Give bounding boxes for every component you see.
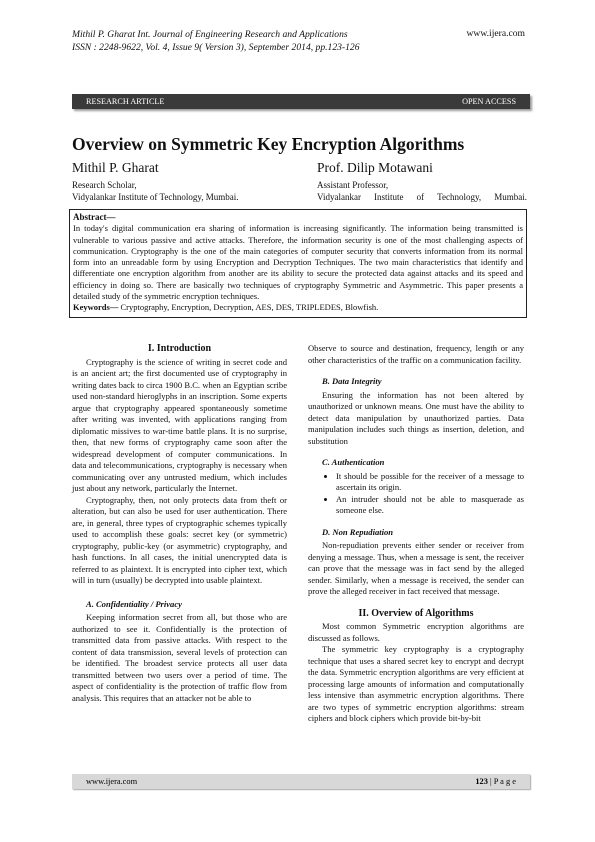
author-institute: Vidyalankar Institute of Technology, Mumbai. — [72, 192, 239, 202]
author-role: Research Scholar, — [72, 180, 137, 190]
non-repudiation-paragraph: Non-repudiation prevents either sender or receiver from denying a message. Thus, when a message is sent, the receiver can prove that the message was in fact send by the alleged sender. Similarly, when a message is received, the sender can prove the alleged receiver in fact received that message. — [308, 540, 524, 596]
abstract-label: Abstract— — [73, 212, 116, 222]
intro-paragraph-2: Cryptography, then, not only protects data from theft or alteration, but can also be used for user authentication. There are, in general, three types of cryptographic schemes typically used to accomplish these goals: secret key (or symmetric) cryptography, public-key (or asymmetric) cryptography, and hash functions. In all cases, the initial unencrypted data is referred to as plaintext. It is encrypted into cipher text, which will in turn (usually) be decrypted into usable plaintext. — [72, 494, 287, 585]
section-heading-overview: II. Overview of Algorithms — [358, 607, 474, 619]
subsection-heading-non-repudiation: D. Non Repudiation — [322, 526, 394, 537]
overview-paragraph-2: The symmetric key cryptography is a cryptography technique that uses a shared secret key to encrypt and decrypt the data. Symmetric encryption algorithms are very efficient at processing large amounts of information and computationally less intensive than asymmetric encryption algorithms. There are two types of symmetric encryption algorithms: stream ciphers and block ciphers which provide bit-by-bit — [308, 644, 524, 723]
section-heading-introduction: I. Introduction — [147, 343, 212, 354]
overview-paragraph-1: Most common Symmetric encryption algorithms are discussed as follows. — [308, 621, 524, 643]
page-number: 123 — [475, 777, 488, 786]
subsection-heading-data-integrity: B. Data Integrity — [322, 376, 382, 386]
authentication-bullet-list — [308, 471, 524, 517]
intro-paragraph-1: Cryptography is the science of writing in secret code and is an ancient art; the first documented use of cryptography in writing dates back to circa 1900 B.C. when an Egyptian scribe used non-standard hieroglyphs in an inscription. Some experts argue that cryptography appeared spontaneously sometime after writing was invented, with applications ranging from diplomatic missives to war-time battle plans. It is no surprise, then, that new forms of cryptography came soon after the widespread development of computer communications. In data and telecommunications, cryptography is necessary when communicating over any untrusted medium, which includes just about any network, particularly the Internet. — [72, 356, 287, 493]
article-type-banner — [72, 94, 530, 109]
author-name: Mithil P. Gharat — [72, 160, 159, 175]
keywords-label: Keywords— — [73, 302, 119, 313]
keywords-line — [73, 302, 523, 313]
journal-citation-line2: ISSN : 2248-9622, Vol. 4, Issue 9( Version 3), September 2014, pp.123-126 — [72, 42, 360, 53]
subsection-heading-confidentiality: A. Confidentiality / Privacy — [86, 598, 182, 609]
continued-paragraph: Observe to source and destination, frequency, length or any other characteristics of the traffic on a communication facility. — [308, 343, 524, 365]
journal-citation-line1: Mithil P. Gharat Int. Journal of Engineering Research and Applications — [72, 29, 348, 40]
keywords-text: Cryptography, Encryption, Decryption, AES, DES, TRIPLEDES, Blowfish. — [118, 302, 379, 313]
header-website-link[interactable]: www.ijera.com — [466, 28, 525, 39]
confidentiality-paragraph: Keeping information secret from all, but those who are authorized to see it. Confidentially is the protection of transmitted data from passive attacks. With respect to the content of data transmission, several levels of protection can be identified. The broadest service protects all user data transmitted between two users over a period of time. The aspect of confidentiality is the protection of traffic flow from analysis. This requires that an attacker not be able to — [72, 612, 287, 703]
author-institute: Vidyalankar Institute of Technology, Mumbai. — [317, 192, 527, 202]
page-label: | P a g e — [487, 777, 516, 786]
paper-title: Overview on Symmetric Key Encryption Algorithms — [72, 134, 465, 154]
open-access-label: OPEN ACCESS — [462, 97, 516, 106]
author-block-2 — [317, 160, 527, 203]
page-footer — [72, 774, 530, 789]
page-number-label — [475, 777, 516, 786]
journal-header — [72, 28, 360, 54]
research-article-label: RESEARCH ARTICLE — [86, 97, 165, 106]
subsection-heading-authentication: C. Authentication — [322, 457, 385, 467]
list-item: • It should be possible for the receiver of a message to ascertain its origin. — [336, 471, 524, 494]
right-column — [308, 343, 524, 725]
author-role: Assistant Professor, — [317, 180, 389, 190]
data-integrity-paragraph: Ensuring the information has not been altered by unauthorized or unknown means. One must have the ability to detect data manipulation by unauthorized parties. Data manipulation includes such things as insertion, deletion, and substitution — [308, 389, 524, 446]
list-item: • An intruder should not be able to masquerade as someone else. — [336, 494, 524, 517]
author-name: Prof. Dilip Motawani — [317, 160, 433, 175]
author-block-1 — [72, 160, 292, 203]
abstract-text: In today's digital communication era sharing of information is increasing significantly. The information being transmitted is vulnerable to various passive and active attacks. Therefore, the information security is one of the most challenging aspects of communication. Cryptography is the one of the main categories of computer security that converts information from its normal form into an unreadable form by using Encryption and Decryption Techniques. The two main characteristics that identify and differentiate one encryption algorithm from another are its ability to secure the protected data against attacks and its speed and efficiency in doing so. There are basically two techniques of cryptography Symmetric and Asymmetric. This paper presents a detailed study of the symmetric encryption techniques. — [73, 223, 523, 302]
abstract-box — [69, 209, 527, 318]
left-column — [72, 343, 287, 704]
footer-website-link[interactable]: www.ijera.com — [86, 777, 138, 786]
